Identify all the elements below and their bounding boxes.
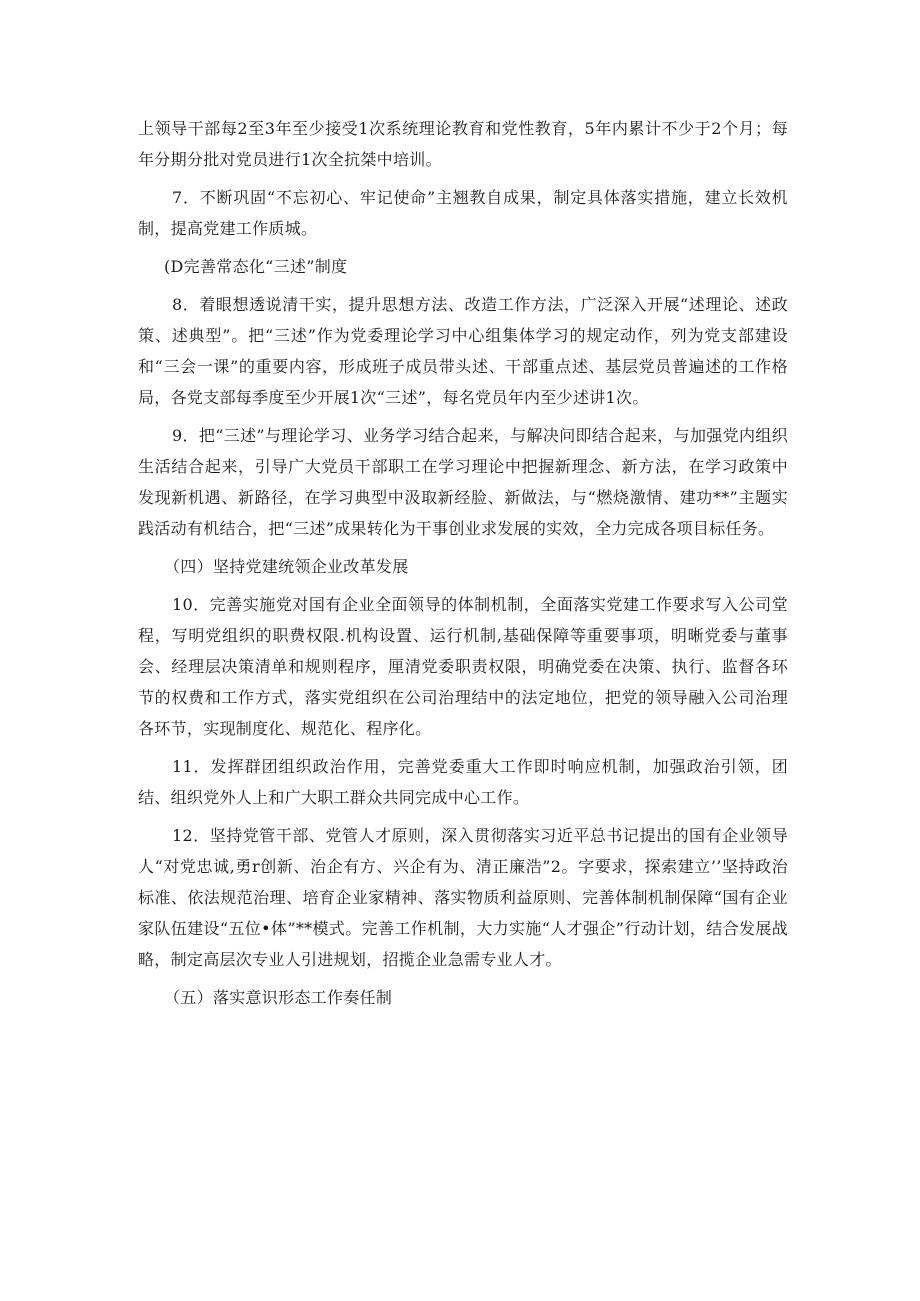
paragraph-item-8: 8．着眼想透说清干实，提升思想方法、改造工作方法，广泛深入开展“述理论、述政策、述典型”。把“三述”作为党委理论学习中心组集体学习的规定动作，列为党支部建设和“三会一课”的重要内容，形成班子成员带头述、干部重点述、基层党员普遍述的工作格局，各党支部每季度至少开展1次“三述”，每名党员年内至少述讲1次。 <box>138 295 788 407</box>
document-body <box>138 113 788 1020</box>
section-heading-five: （五）落实意识形态工作奏任制 <box>164 988 393 1007</box>
paragraph-item-11: 11．发挥群团组织政治作用，完善党委重大工作即时响应机制，加强政治引领，团结、组织党外人上和广大职工群众共同完成中心工作。 <box>138 757 788 807</box>
paragraph-item-12: 12．坚持党管干部、党管人才原则，深入贯彻落实习近平总书记提出的国有企业领导人“对党忠诚,勇r创新、治企有方、兴企有为、清正廉浩”2。字要求，探索建立’’坚持政治标准、依法规范治理、培育企业家精神、落实物质利益原则、完善体制机制保障“国有企业家队伍建设“五位•体”**模式。完善工作机制，大力实施“人才强企”行动计划，结合发展战略，制定高层次专业人引进规划，招揽企业急需专业人才。 <box>138 826 788 969</box>
paragraph-item-9: 9．把“三述”与理论学习、业务学习结合起来，与解决问即结合起来，与加强党内组织生活结合起来，引导广大党员干部职工在学习理论中把握新理念、新方法，在学习政策中发现新机遇、新路径，在学习典型中汲取新经脸、新做法，与“燃烧激情、建功**”主题实践活动有机结合，把“三述”成果转化为干事创业求发展的实效，全力完成各项目标任务。 <box>138 426 788 538</box>
paragraph-item-10: 10．完善实施党对国有企业全面领导的体制机制，全面落实党建工作要求写入公司堂程，写明党组织的职费权限.机构设置、运行机制,基础保障等重要事项，明晰党委与董事会、经理层决策清单和规则程序，厘清党委职责权限，明确党委在决策、执行、监督各环节的权费和工作方式，落实党组织在公司治理结中的法定地位，把党的领导融入公司治理各环节，实现制度化、规范化、程序化。 <box>138 595 788 738</box>
section-heading-three-statements: (D完善常态化“三述”制度 <box>164 257 348 276</box>
section-heading-four: （四）坚持党建统领企业改革发展 <box>164 557 409 576</box>
paragraph-item-7: 7．不断巩固“不忘初心、牢记使命”主翘教自成果，制定具体落实措施，建立长效机制，提高党建工作质城。 <box>138 188 788 238</box>
paragraph-continuation: 上领导干部每2至3年至少接受1次系统理论教育和党性教育，5年内累计不少于2个月；每年分期分批对党员进行1次全抗桀中培训。 <box>138 119 788 169</box>
